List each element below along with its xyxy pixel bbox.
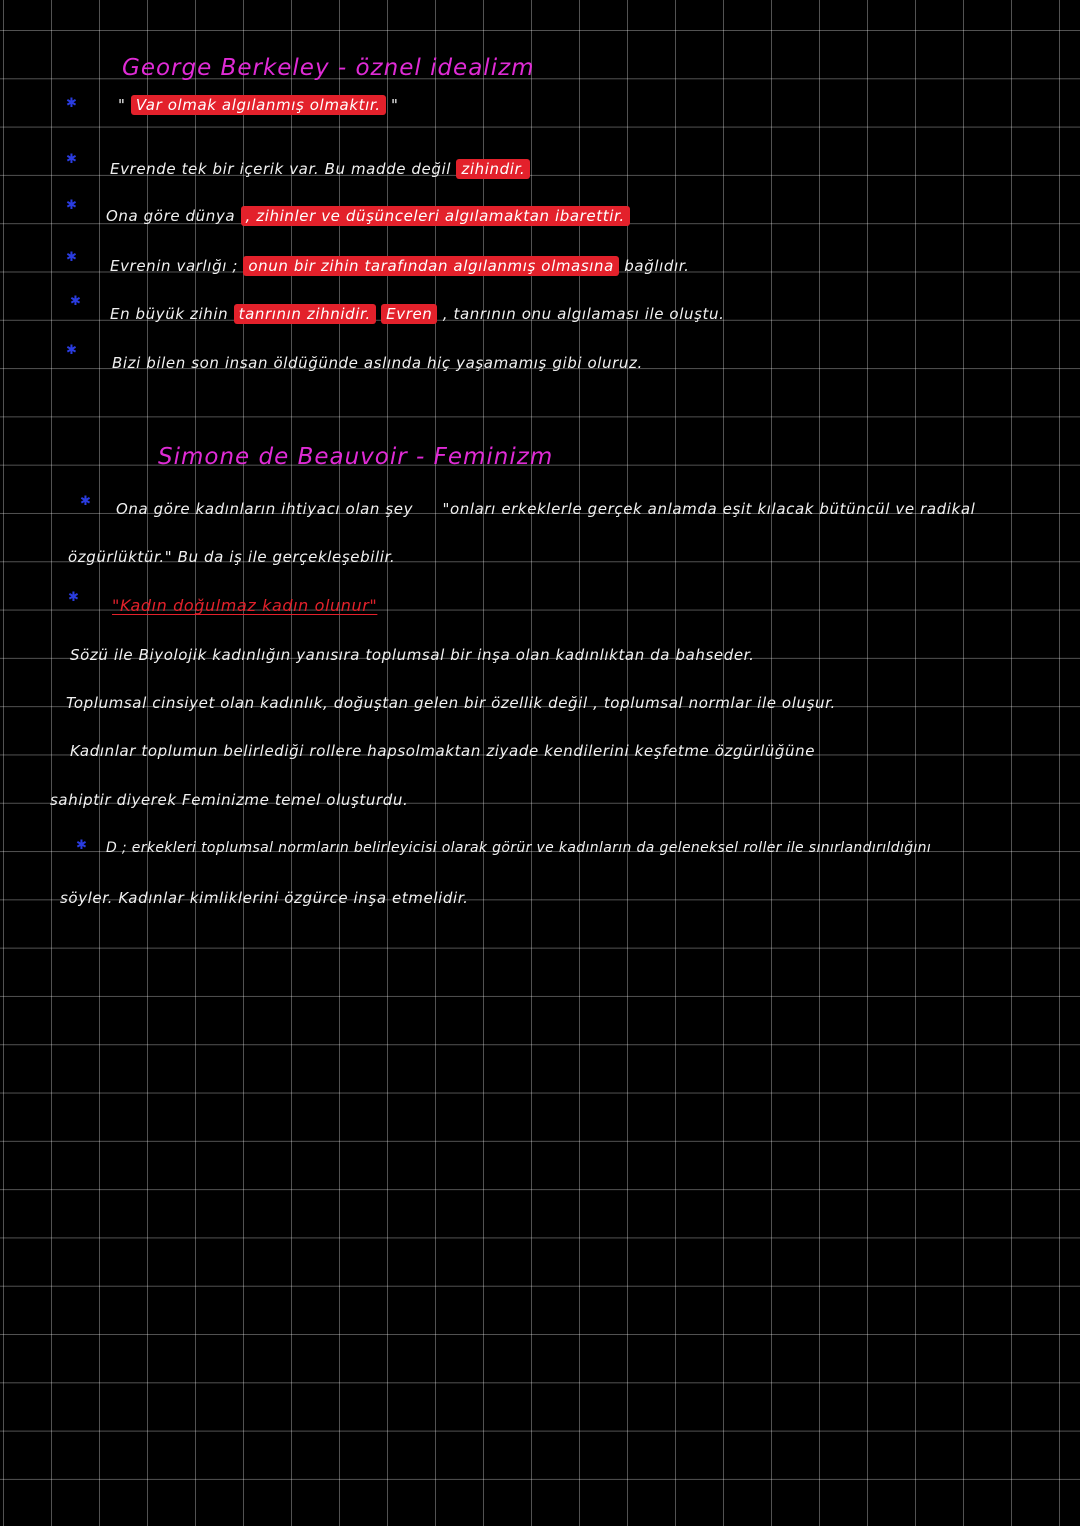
beauvoir-paragraph-2: Sözü ile Biyolojik kadınlığın yanısıra toplumsal bir inşa olan kadınlıktan da bahseder. [70, 646, 755, 664]
highlight: onun bir zihin tarafından algılanmış olmasına [243, 256, 619, 276]
blue-star-icon: ✱ [68, 590, 79, 605]
blue-star-icon: ✱ [66, 152, 77, 167]
blue-star-icon: ✱ [66, 198, 77, 213]
beauvoir-paragraph-5: sahiptir diyerek Feminizme temel oluşturdu. [50, 791, 409, 809]
blue-star-icon: ✱ [76, 838, 87, 853]
berkeley-bullet-4: En büyük zihin tanrının zihnidir. Evren , tanrının onu algılaması ile oluştu. [110, 305, 725, 323]
berkeley-quote-line [118, 96, 399, 114]
beauvoir-quote: "Kadın doğulmaz kadın olunur" [112, 596, 378, 615]
highlight: , zihinler ve düşünceleri algılamaktan ibarettir. [241, 206, 630, 226]
berkeley-bullet-3: Evrenin varlığı ; onun bir zihin tarafından algılanmış olmasına bağlıdır. [110, 257, 690, 275]
beauvoir-paragraph-6: D ; erkekleri toplumsal normların belirleyicisi olarak görür ve kadınların da geleneksel roller ile sınırlandırıldığını [106, 840, 932, 856]
blue-star-icon: ✱ [70, 294, 81, 309]
beauvoir-paragraph-3: Toplumsal cinsiyet olan kadınlık, doğuştan gelen bir özellik değil , toplumsal normlar ile oluşur. [66, 694, 836, 712]
beauvoir-paragraph-4: Kadınlar toplumun belirlediği rollere hapsolmaktan ziyade kendilerini keşfetme özgürlüğüne [70, 742, 816, 760]
beauvoir-paragraph-1a: Ona göre kadınların ihtiyacı olan şey "onları erkeklerle gerçek anlamda eşit kılacak bütüncül ve radikal [116, 500, 976, 518]
quote-mark: " [391, 96, 399, 114]
highlight: Evren [381, 304, 437, 324]
berkeley-bullet-2: Ona göre dünya , zihinler ve düşünceleri algılamaktan ibarettir. [106, 207, 630, 225]
blue-star-icon: ✱ [66, 96, 77, 111]
beauvoir-title: Simone de Beauvoir - Feminizm [158, 444, 554, 470]
blue-star-icon: ✱ [66, 250, 77, 265]
berkeley-title: George Berkeley - öznel idealizm [122, 55, 535, 81]
highlight: tanrının zihnidir. [234, 304, 376, 324]
blue-star-icon: ✱ [66, 343, 77, 358]
beauvoir-paragraph-7: söyler. Kadınlar kimliklerini özgürce inşa etmelidir. [60, 889, 469, 907]
quote-mark: " [118, 96, 126, 114]
blue-star-icon: ✱ [80, 494, 91, 509]
highlight: zihindir. [456, 159, 530, 179]
berkeley-quote: Var olmak algılanmış olmaktır. [131, 95, 386, 115]
berkeley-bullet-1: Evrende tek bir içerik var. Bu madde değil zihindir. [110, 160, 530, 178]
beauvoir-paragraph-1b: özgürlüktür." Bu da iş ile gerçekleşebilir. [68, 548, 396, 566]
berkeley-bullet-5: Bizi bilen son insan öldüğünde aslında hiç yaşamamış gibi oluruz. [112, 354, 643, 372]
